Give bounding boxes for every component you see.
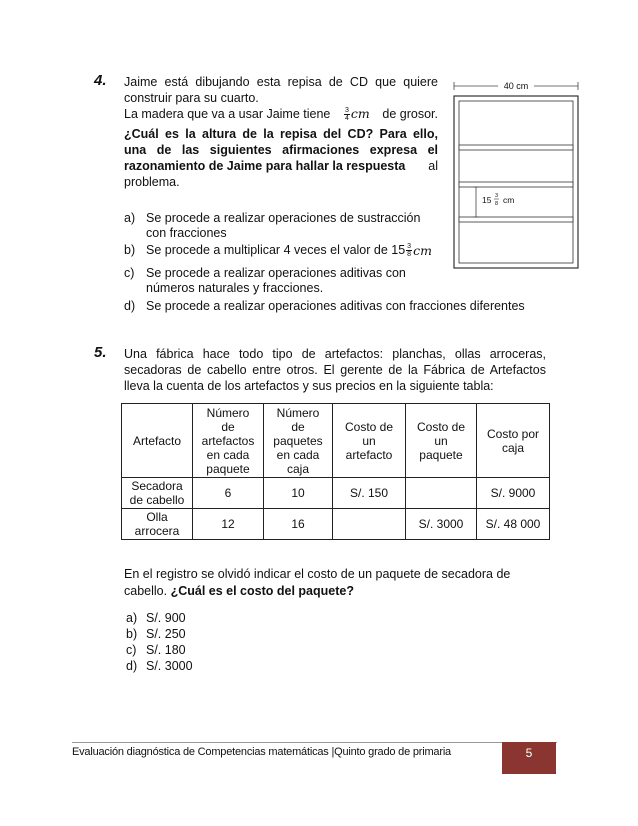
q4-line3-post: de grosor. bbox=[382, 107, 438, 121]
cell-costo-caja: S/. 9000 bbox=[477, 478, 550, 509]
cell-costo-artefacto bbox=[333, 509, 406, 540]
q5-option-b[interactable]: b) S/. 250 bbox=[126, 627, 186, 641]
header-num-paquetes: Número de paquetes en cada caja bbox=[264, 404, 333, 478]
cell-n-artefactos: 12 bbox=[193, 509, 264, 540]
height-unit: cm bbox=[503, 195, 515, 205]
q5-text-line2: secadoras de cabello entre otros. El gerente de la Fábrica de Artefactos bbox=[124, 363, 546, 377]
cell-costo-artefacto: S/. 150 bbox=[333, 478, 406, 509]
height-frac-den: 8 bbox=[495, 201, 499, 207]
header-costo-paquete: Costo de un paquete bbox=[406, 404, 477, 478]
q5-text-line3: lleva la cuenta de los artefactos y sus precios en la siguiente tabla: bbox=[124, 379, 494, 393]
cd-shelf-figure bbox=[446, 76, 586, 272]
cell-n-artefactos: 6 bbox=[193, 478, 264, 509]
cell-n-paquetes: 10 bbox=[264, 478, 333, 509]
question-5-number: 5. bbox=[94, 344, 107, 361]
q4-text-line3 bbox=[124, 106, 438, 122]
q5-after-line2: cabello. ¿Cuál es el costo del paquete? bbox=[124, 584, 354, 598]
cell-artefacto: Secadora de cabello bbox=[122, 478, 193, 509]
q4-option-a[interactable]: a) Se procede a realizar operaciones de sustracción con fracciones bbox=[124, 211, 421, 240]
q4-question-line4: problema. bbox=[124, 175, 180, 189]
height-whole: 15 bbox=[482, 195, 492, 205]
q4-option-c[interactable]: c) Se procede a realizar operaciones aditivas con números naturales y fracciones. bbox=[124, 266, 406, 295]
cell-artefacto: Olla arrocera bbox=[122, 509, 193, 540]
q4-question-line1: ¿Cuál es la altura de la repisa del CD? Para ello, bbox=[124, 127, 438, 141]
table-row bbox=[122, 509, 550, 540]
height-frac-num: 3 bbox=[495, 193, 499, 199]
q4-question-line3: razonamiento de Jaime para hallar la respuesta al bbox=[124, 159, 438, 173]
q4-option-d[interactable]: d) Se procede a realizar operaciones aditivas con fracciones diferentes bbox=[124, 299, 525, 313]
cell-costo-paquete bbox=[406, 478, 477, 509]
q4-question-line2: una de las siguientes afirmaciones expresa el bbox=[124, 143, 438, 157]
header-artefacto: Artefacto bbox=[122, 404, 193, 478]
q4-text-line1: Jaime está dibujando esta repisa de CD que quiere bbox=[124, 75, 438, 89]
q5-after-line1: En el registro se olvidó indicar el costo de un paquete de secadora de bbox=[124, 567, 511, 581]
q4-line3-pre: La madera que va a usar Jaime tiene bbox=[124, 107, 331, 121]
q4-text-line2: construir para su cuarto. bbox=[124, 91, 259, 105]
table-header-row bbox=[122, 404, 550, 478]
header-num-artefactos: Número de artefactos en cada paquete bbox=[193, 404, 264, 478]
width-label: 40 cm bbox=[503, 81, 529, 91]
q4-option-b[interactable]: b) Se procede a multiplicar 4 veces el valor de 15 $\frac{3}{8}$ cm bbox=[124, 243, 432, 258]
table-row bbox=[122, 478, 550, 509]
q5-options-list bbox=[126, 610, 193, 674]
cell-n-paquetes: 16 bbox=[264, 509, 333, 540]
header-costo-artefacto: Costo de un artefacto bbox=[333, 404, 406, 478]
footer-text: Evaluación diagnóstica de Competencias matemáticas |Quinto grado de primaria bbox=[72, 746, 451, 758]
q5-option-c[interactable]: c) S/. 180 bbox=[126, 643, 186, 657]
cell-costo-caja: S/. 48 000 bbox=[477, 509, 550, 540]
header-costo-caja: Costo por caja bbox=[477, 404, 550, 478]
q4-thickness-fraction: $\frac{3}{4}$ bbox=[345, 106, 349, 122]
q4-option-b-fraction: $\frac{3}{8}$ bbox=[407, 243, 412, 258]
question-4-number: 4. bbox=[94, 72, 107, 89]
q5-text-line1: Una fábrica hace todo tipo de artefactos: planchas, ollas arroceras, bbox=[124, 347, 546, 361]
artifacts-table bbox=[121, 403, 550, 540]
page-number: 5 bbox=[502, 742, 556, 774]
cell-costo-paquete: S/. 3000 bbox=[406, 509, 477, 540]
q4-thickness-unit: cm bbox=[350, 106, 370, 121]
q5-option-d[interactable]: d) S/. 3000 bbox=[126, 659, 193, 673]
q5-option-a[interactable]: a) S/. 900 bbox=[126, 611, 186, 625]
